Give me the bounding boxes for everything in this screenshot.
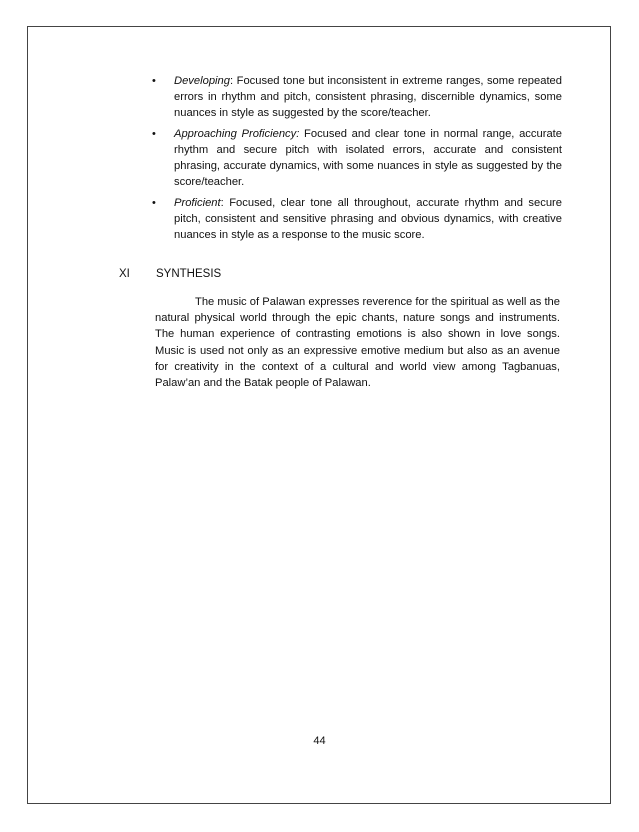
bullet-icon: • <box>152 128 156 140</box>
rubric-description: Focused and clear tone in normal range, accurate rhythm and secure pitch with isolated errors, accurate and consistent phrasing, accurate dynamics, with some nuances in style as suggested by the score/teacher. <box>174 128 562 188</box>
rubric-separator: : <box>229 75 234 87</box>
page-number: 44 <box>313 735 326 747</box>
rubric-item-developing <box>150 73 562 121</box>
section-heading <box>119 266 221 282</box>
section-title: SYNTHESIS <box>156 268 222 280</box>
rubric-description: Focused, clear tone all throughout, accurate rhythm and secure pitch, consistent and sensitive phrasing and obvious dynamics, with creative nuances in style as a response to the music score. <box>174 197 562 241</box>
rubric-item-proficient <box>150 195 562 243</box>
synthesis-paragraph: The music of Palawan expresses reverence for the spiritual as well as the natural physical world through the epic chants, nature songs and instruments. The human experience of contrasting emotions is also shown in love songs. Music is used not only as an expressive emotive medium but also as an avenue for creativity in the context of a cultural and world view among Tagbanuas, Palaw’an and the Batak people of Palawan. <box>155 296 560 390</box>
rubric-description: Focused tone but inconsistent in extreme ranges, some repeated errors in rhythm and pitch, consistent phrasing, discernible dynamics, some nuances in style as suggested by the score/teacher. <box>174 75 562 119</box>
rubric-term: Approaching Proficiency: <box>174 128 300 140</box>
bullet-icon: • <box>152 75 156 87</box>
rubric-item-approaching-proficiency <box>150 126 562 190</box>
section-number: XI <box>119 268 130 280</box>
rubric-separator: : <box>220 197 224 209</box>
rubric-term: Developing <box>174 75 230 87</box>
rubric-term: Proficient <box>174 197 221 209</box>
rubric-list <box>150 73 562 248</box>
bullet-icon: • <box>152 197 156 209</box>
